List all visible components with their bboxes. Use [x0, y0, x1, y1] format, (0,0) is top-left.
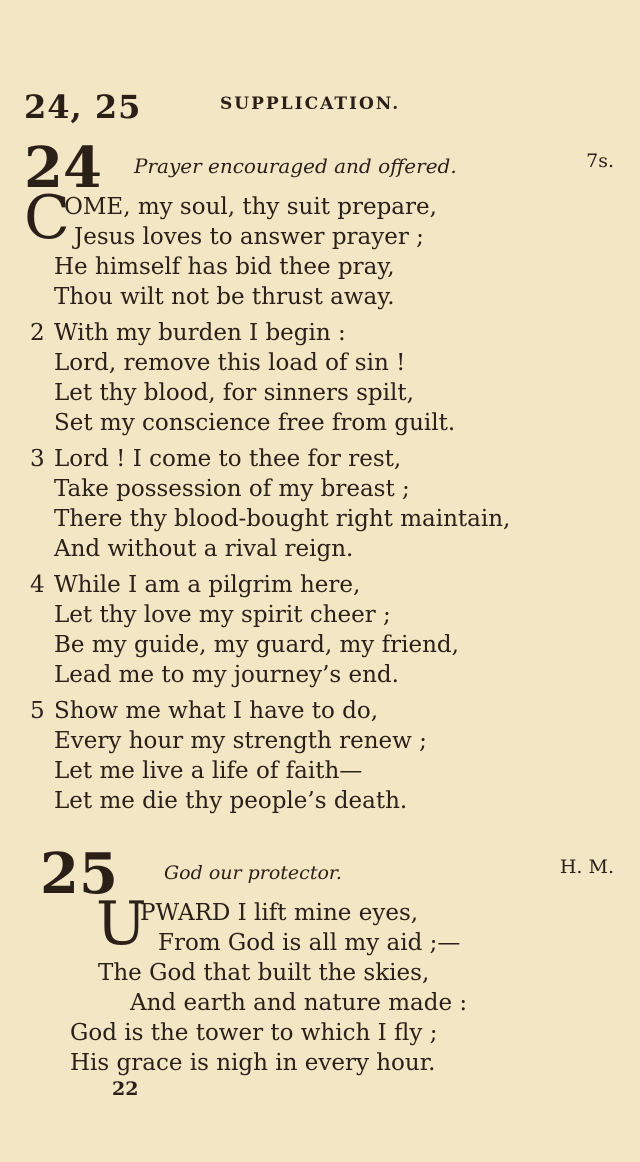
running-head-numbers: 24, 25 [24, 88, 142, 126]
stanza-1 [24, 183, 584, 312]
stanza-4 [30, 570, 590, 690]
line-text: Lord ! I come to thee for rest, [54, 446, 402, 472]
stanza-line: Let me die thy people’s death. [54, 788, 408, 814]
stanza-3 [30, 444, 590, 564]
line-text: Show me what I have to do, [54, 698, 379, 724]
stanza-line [30, 696, 590, 726]
stanza-line [30, 570, 590, 600]
stanza-line: Thou wilt not be thrust away. [54, 284, 395, 310]
stanza-line: From God is all my aid ;— [158, 930, 461, 956]
line-text: While I am a pilgrim here, [54, 572, 361, 598]
stanza-number: 5 [30, 698, 45, 724]
stanza-line: Let me live a life of faith— [54, 758, 363, 784]
stanza-line: Let thy blood, for sinners spilt, [54, 380, 414, 406]
hymn-meter: H. M. [559, 856, 614, 878]
hymn-number: 25 [40, 841, 118, 907]
stanza-line: God is the tower to which I fly ; [70, 1020, 438, 1046]
hymn-subtitle: Prayer encouraged and offered. [134, 154, 457, 178]
page-number: 22 [112, 1078, 139, 1100]
stanza-line: Be my guide, my guard, my friend, [54, 632, 459, 658]
stanza-line: Set my conscience free from guilt. [54, 410, 456, 436]
stanza-line: There thy blood-bought right maintain, [54, 506, 511, 532]
line-text: OME, my soul, thy suit prepare, [64, 194, 437, 220]
stanza-line: Let thy love my spirit cheer ; [54, 602, 391, 628]
stanza-line: The God that built the skies, [98, 960, 430, 986]
running-head [24, 88, 624, 128]
hymn-number: 24 [24, 135, 102, 201]
stanza-line [30, 444, 590, 474]
drop-cap: U [96, 889, 147, 959]
hymn-subtitle: God our protector. [164, 862, 342, 884]
stanza-line: Every hour my strength renew ; [54, 728, 427, 754]
line-text: PWARD I lift mine eyes, [140, 900, 419, 926]
hymn-meter: 7s. [586, 150, 614, 172]
stanza-line: Lead me to my journey’s end. [54, 662, 399, 688]
drop-cap: C [24, 183, 70, 253]
stanza-5 [30, 696, 590, 816]
stanza-line: Jesus loves to answer prayer ; [74, 224, 424, 250]
stanza-1 [66, 889, 626, 1078]
line-text: With my burden I begin : [54, 320, 346, 346]
stanza-line: And without a rival reign. [54, 536, 354, 562]
stanza-line: Lord, remove this load of sin ! [54, 350, 406, 376]
stanza-number: 2 [30, 320, 45, 346]
stanza-2 [30, 318, 590, 438]
stanza-line: He himself has bid thee pray, [54, 254, 395, 280]
stanza-line: And earth and nature made : [130, 990, 468, 1016]
stanza-line: His grace is nigh in every hour. [70, 1050, 436, 1076]
stanza-number: 3 [30, 446, 45, 472]
stanza-line [30, 318, 590, 348]
stanza-number: 4 [30, 572, 45, 598]
hymn-24-header [24, 135, 614, 201]
stanza-line: Take possession of my breast ; [54, 476, 410, 502]
running-head-title: SUPPLICATION. [220, 94, 401, 114]
